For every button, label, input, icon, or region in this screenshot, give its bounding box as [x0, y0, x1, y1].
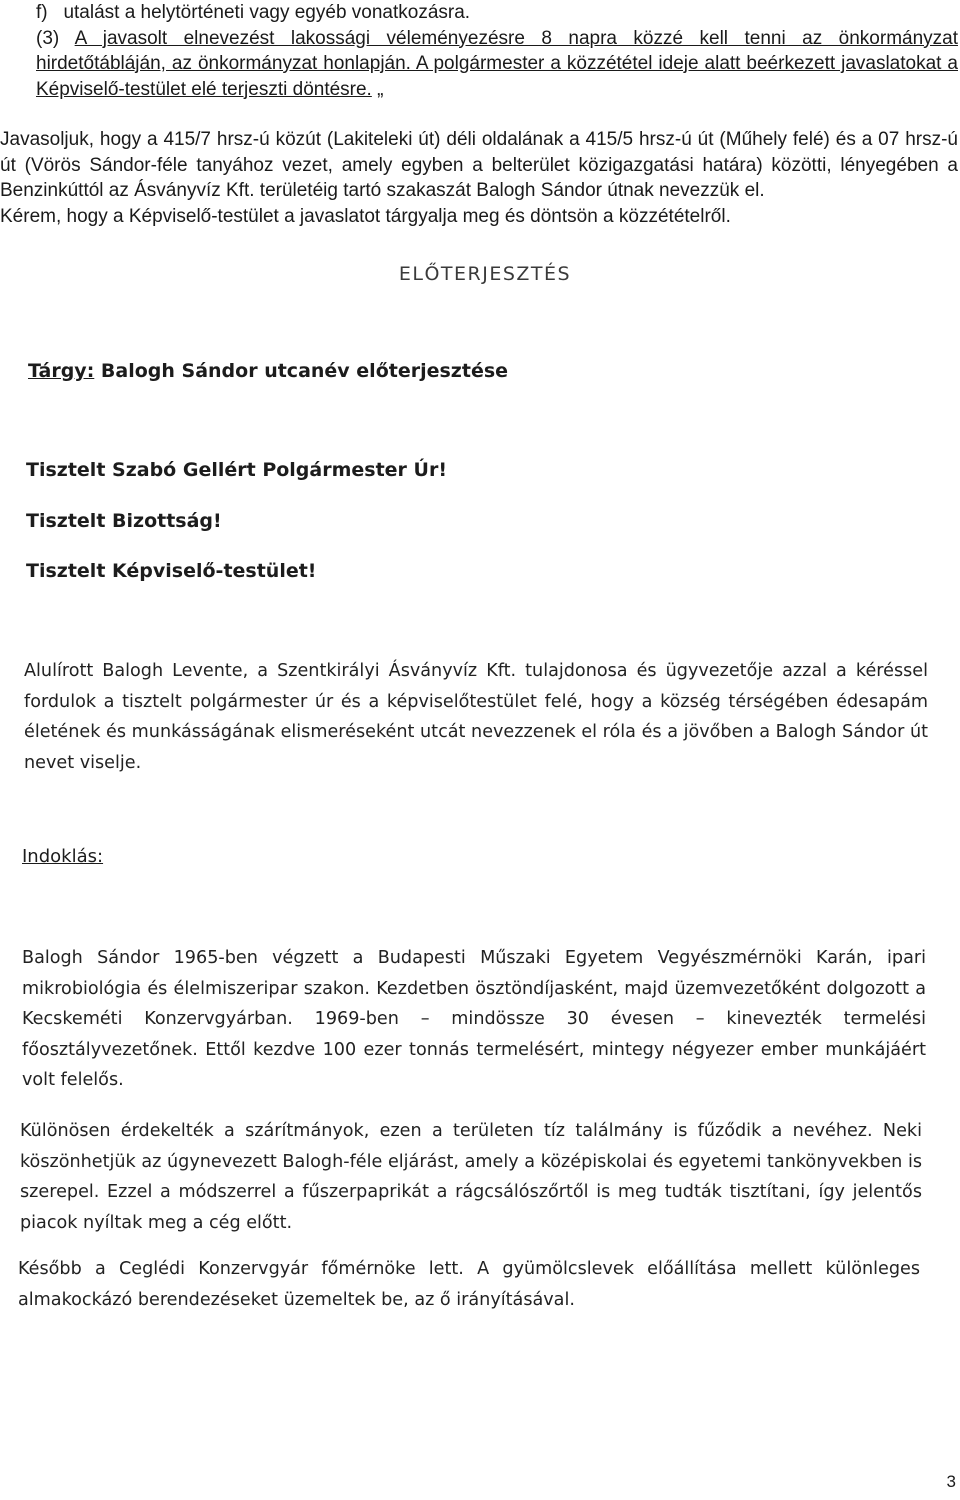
typed-text-section: [0, 0, 960, 229]
paragraph-3-underlined: A javasolt elnevezést lakossági véleményezésre 8 napra közzé kell tenni az önkormányzat hirdetőtábláján, az önkormányzat honlapján. A polgármester a közzététel ideje alatt beérkezett javaslatokat a Képviselő-testület elé terjeszti döntésre.: [36, 27, 958, 100]
subject-label: Tárgy:: [28, 360, 95, 382]
request-paragraph: Kérem, hogy a Képviselő-testület a javaslatot tárgyalja meg és döntsön a közzétételről.: [0, 205, 731, 227]
subject-text: Balogh Sándor utcanév előterjesztése: [94, 360, 509, 382]
salutation-council: Tisztelt Képviselő-testület!: [26, 560, 317, 582]
justification-paragraph-1: Balogh Sándor 1965-ben végzett a Budapesti Műszaki Egyetem Vegyészmérnöki Karán, ipari mikrobiológia és élelmiszeripar szakon. Kezdetben ösztöndíjasként, majd üzemvezetőként dolgozott a Kecskeméti Konzervgyárban. 1969-ben – mindössze 30 évesen – kinevezték termelési főosztályvezetőnek. Ettől kezdve 100 ezer tonnás termelésért, mintegy négyezer ember munkájáért volt felelős.: [22, 948, 926, 1090]
paragraph-3-suffix: „: [371, 78, 384, 100]
subject-line: [28, 360, 928, 382]
item-f: f) utalást a helytörténeti vagy egyéb vonatkozásra.: [36, 2, 471, 23]
justification-paragraph-3: Később a Ceglédi Konzervgyár főmérnöke lett. A gyümölcslevek előállítása mellett különleges almakockázó berendezéseket üzemeltek be, az ő irányításával.: [18, 1259, 920, 1310]
proposal-paragraph: Javasoljuk, hogy a 415/7 hrsz-ú közút (Lakiteleki út) déli oldalának a 415/5 hrsz-ú út (Műhely felé) és a 07 hrsz-ú út (Vörös Sándor-féle tanyához vezet, amely egyben a belterület közigazgatási határa) közötti, lényegében a Benzinkúttól az Ásványvíz Kft. területéig tartó szakaszát Balogh Sándor útnak nevezzük el.: [0, 129, 958, 201]
document-heading: ELŐTERJESZTÉS: [398, 263, 572, 285]
page-number: 3: [946, 1472, 956, 1491]
justification-label-text: Indoklás:: [22, 846, 104, 867]
paragraph-3-prefix: (3): [36, 27, 75, 49]
salutation-mayor: Tisztelt Szabó Gellért Polgármester Úr!: [26, 459, 448, 481]
justification-paragraph-2: Különösen érdekelték a szárítmányok, ezen a területen tíz találmány is fűződik a nevéhez. Neki köszönhetjük az úgynevezett Balogh-féle eljárást, amely a középiskolai és egyetemi tankönyvekben is szerepel. Ezzel a módszerrel a fűszerpaprikát a rágcsálószőrtől is meg tudták tisztítani, így jelentős piacok nyíltak meg a cég előtt.: [20, 1121, 922, 1233]
justification-label: [22, 846, 322, 867]
intro-paragraph: Alulírott Balogh Levente, a Szentkirályi Ásványvíz Kft. tulajdonosa és ügyvezetője azzal a kéréssel fordulok a tisztelt polgármester úr és a képviselőtestület felé, hogy a község térségében édesapám életének és munkásságának elismeréseként utcát nevezzenek el róla és a jövőben a Balogh Sándor út nevet viselje.: [24, 661, 928, 773]
salutation-committee: Tisztelt Bizottság!: [26, 510, 222, 532]
paragraph-3: [0, 26, 958, 103]
